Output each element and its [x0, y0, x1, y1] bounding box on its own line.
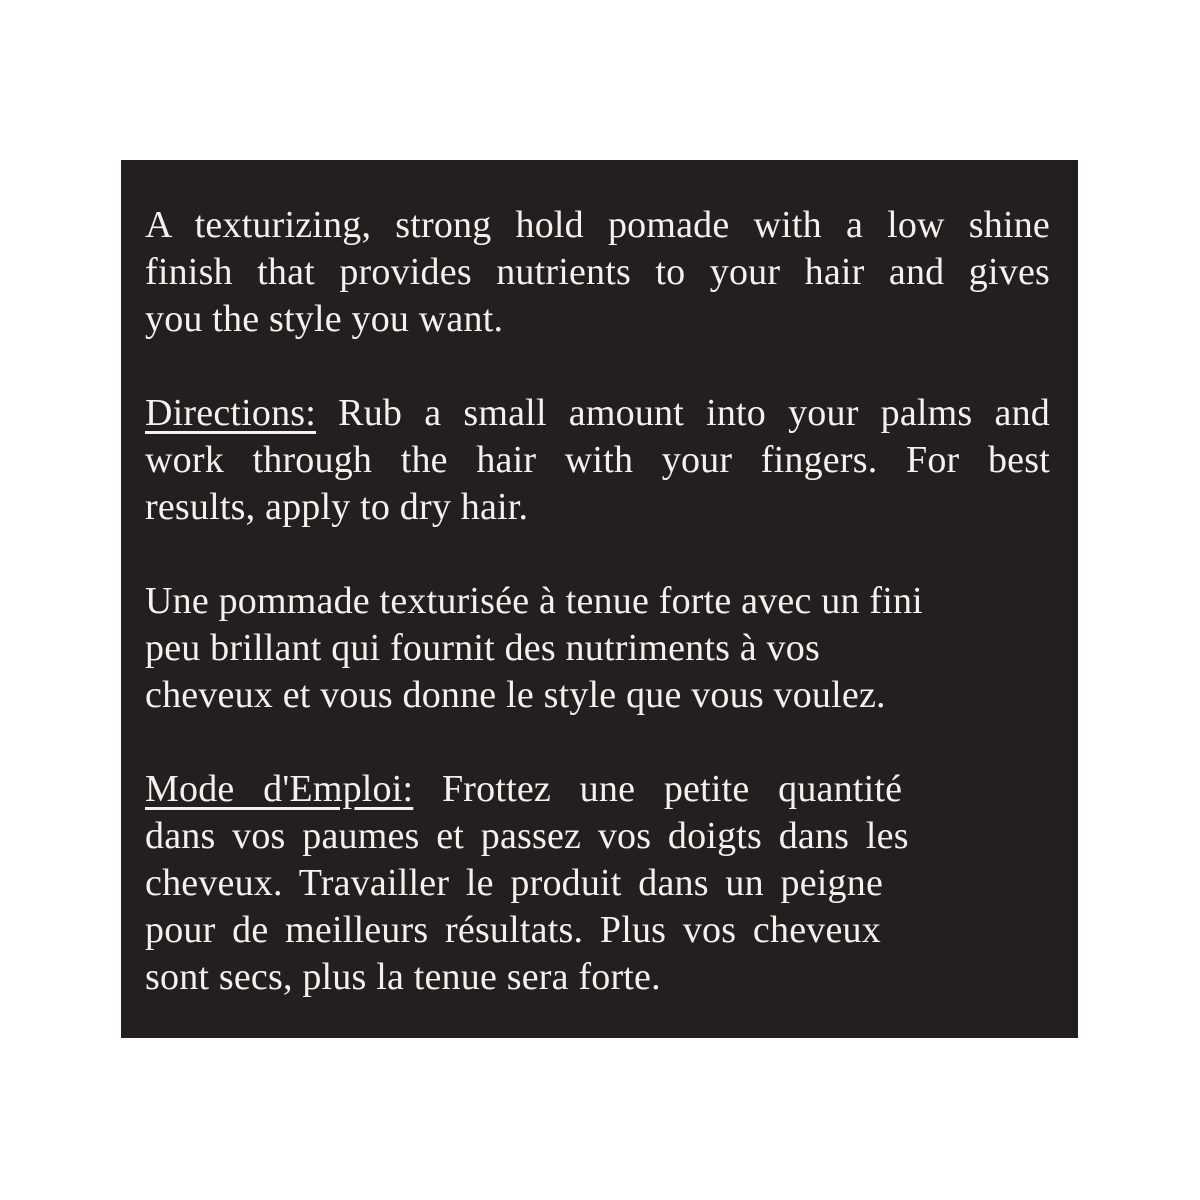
paragraph-french-description — [145, 578, 1050, 719]
text-line: work through the hair with your fingers. For best — [145, 439, 1050, 481]
text-line: A texturizing, strong hold pomade with a low shine — [145, 204, 1050, 246]
paragraph-english-description — [145, 202, 1050, 343]
text-run: Rub a small amount into your palms and — [316, 392, 1050, 434]
text-run: Frottez une petite quantité — [413, 768, 903, 810]
mode-demploi-heading: Mode d'Emploi: — [145, 768, 414, 810]
text-line — [145, 766, 1050, 813]
directions-heading: Directions: — [145, 392, 317, 434]
text-line: cheveux et vous donne le style que vous voulez. — [145, 674, 886, 716]
text-line — [145, 390, 1050, 437]
text-line: peu brillant qui fournit des nutriments à vos — [145, 627, 820, 669]
paragraph-directions — [145, 390, 1050, 531]
text-line: pour de meilleurs résultats. Plus vos cheveux — [145, 909, 881, 951]
product-label-panel — [121, 160, 1078, 1038]
text-line: sont secs, plus la tenue sera forte. — [145, 956, 661, 998]
text-line: finish that provides nutrients to your hair and gives — [145, 251, 1050, 293]
text-line: dans vos paumes et passez vos doigts dans les — [145, 815, 909, 857]
text-line: you the style you want. — [145, 298, 504, 340]
text-line: Une pommade texturisée à tenue forte avec un fini — [145, 580, 923, 622]
paragraph-mode-demploi — [145, 766, 1050, 1001]
text-line: results, apply to dry hair. — [145, 486, 529, 528]
text-line: cheveux. Travailler le produit dans un peigne — [145, 862, 884, 904]
